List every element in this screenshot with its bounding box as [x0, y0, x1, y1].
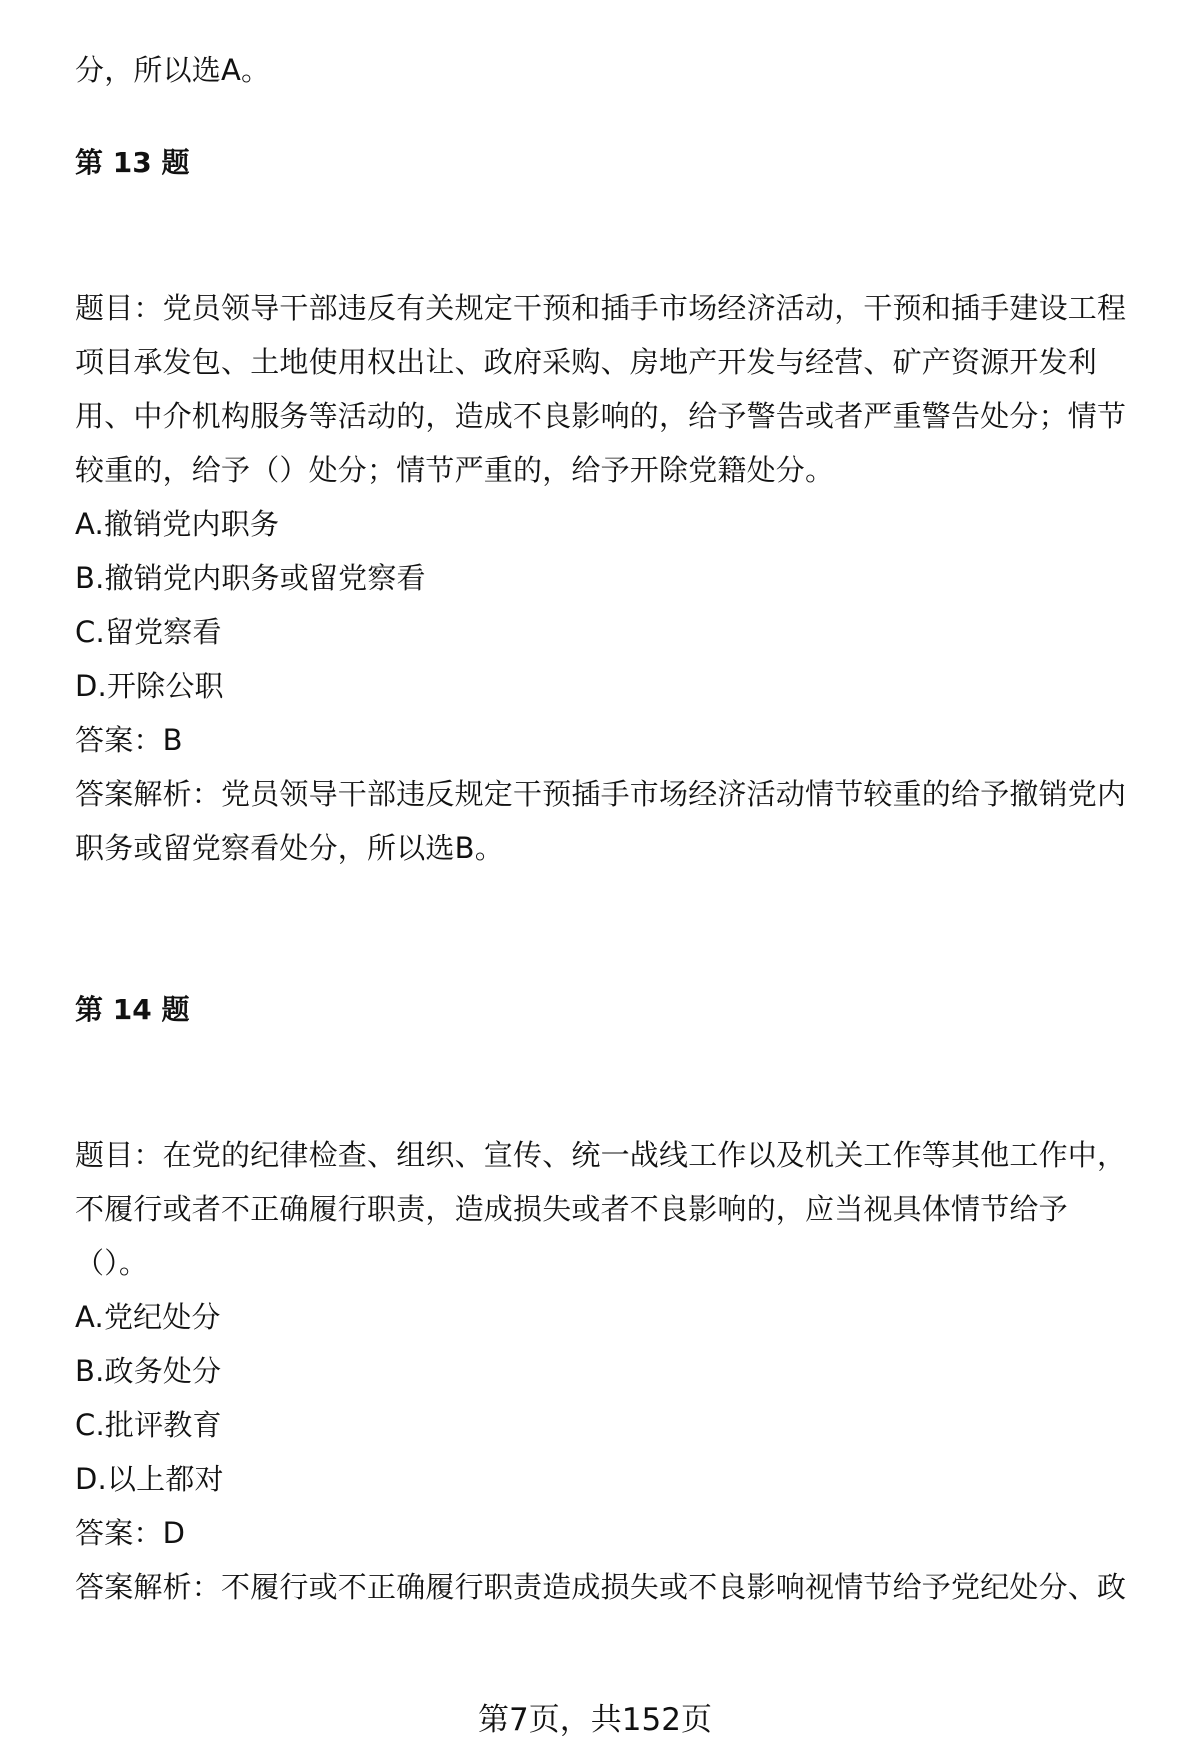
question-13-option-b: B.撤销党内职务或留党察看: [75, 561, 426, 595]
question-14-option-b: B.政务处分: [75, 1354, 222, 1388]
question-14-stem-line: 题目：在党的纪律检查、组织、宣传、统一战线工作以及机关工作等其他工作中，: [75, 1138, 1127, 1172]
previous-analysis-tail: 分，所以选A。: [75, 53, 271, 87]
page-number-footer: 第7页，共152页: [478, 1702, 712, 1738]
question-14-stem-line: （）。: [75, 1246, 149, 1280]
question-14-heading: 第 14 题: [75, 993, 190, 1026]
question-14-answer: 答案：D: [75, 1516, 186, 1550]
question-13-analysis-line: 职务或留党察看处分，所以选B。: [75, 831, 504, 865]
question-13-option-d: D.开除公职: [75, 669, 224, 703]
question-13-answer: 答案：B: [75, 723, 183, 757]
question-14-analysis-line: 答案解析：不履行或不正确履行职责造成损失或不良影响视情节给予党纪处分、政: [75, 1570, 1127, 1604]
question-14-option-c: C.批评教育: [75, 1408, 222, 1442]
question-13-stem-line: 用、中介机构服务等活动的，造成不良影响的，给予警告或者严重警告处分；情节: [75, 399, 1127, 433]
question-13-stem-line: 项目承发包、土地使用权出让、政府采购、房地产开发与经营、矿产资源开发利: [75, 345, 1098, 379]
question-14-option-a: A.党纪处分: [75, 1300, 221, 1334]
question-13-heading: 第 13 题: [75, 146, 190, 179]
question-14-stem-line: 不履行或者不正确履行职责，造成损失或者不良影响的，应当视具体情节给予: [75, 1192, 1068, 1226]
question-13-stem-line: 题目：党员领导干部违反有关规定干预和插手市场经济活动，干预和插手建设工程: [75, 291, 1127, 325]
question-13-stem-line: 较重的，给予（）处分；情节严重的，给予开除党籍处分。: [75, 453, 835, 487]
question-13-option-c: C.留党察看: [75, 615, 222, 649]
question-13-analysis-line: 答案解析：党员领导干部违反规定干预插手市场经济活动情节较重的给予撤销党内: [75, 777, 1127, 811]
question-14-option-d: D.以上都对: [75, 1462, 224, 1496]
question-13-option-a: A.撤销党内职务: [75, 507, 280, 541]
